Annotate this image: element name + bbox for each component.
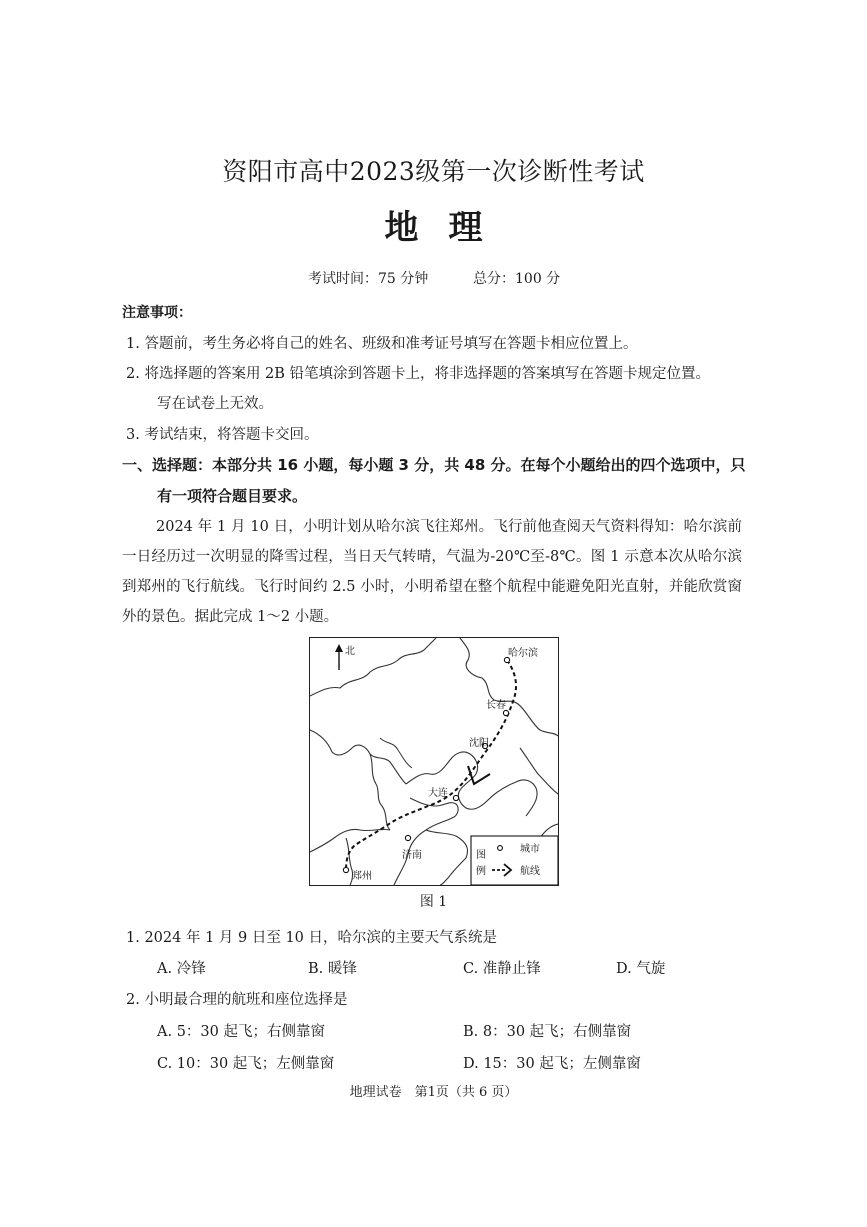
note-item-1: 1. 答题前，考生务必将自己的姓名、班级和准考证号填写在答题卡相应位置上。 <box>126 336 638 352</box>
exam-time: 考试时间：75 分钟 <box>308 271 429 287</box>
total-score: 总分：100 分 <box>473 271 561 287</box>
question-passage: 2024 年 1 月 10 日，小明计划从哈尔滨飞往郑州。飞行前他查阅天气资料得知：哈尔滨前一日经历过一次明显的降雪过程，当日天气转晴，气温为-20℃至-8℃。图 1 示意本次从哈尔滨到郑州的飞行航线。飞行时间约 2.5 小时，小明希望在整个航程中能避免阳光直射，并能欣赏窗外的景色。据此完成 1～2 小题。 <box>122 519 742 625</box>
question-2-stem: 2. 小明最合理的航班和座位选择是 <box>126 992 348 1008</box>
legend-city-label: 城市 <box>520 844 540 855</box>
shandong-coast <box>394 798 458 885</box>
province-border-2 <box>370 754 390 830</box>
q2-option-d[interactable]: D. 15：30 起飞；左侧靠窗 <box>463 1056 641 1072</box>
note-item-2: 2. 将选择题的答案用 2B 铅笔填涂到答题卡上，将非选择题的答案填写在答题卡规定位置。 <box>126 366 711 382</box>
province-border-1 <box>310 730 406 784</box>
route-map-svg <box>310 638 558 885</box>
border-line-north <box>310 638 436 696</box>
city-label-harbin: 哈尔滨 <box>508 648 538 659</box>
q1-option-d[interactable]: D. 气旋 <box>616 961 666 977</box>
city-label-changchun: 长春 <box>486 700 506 711</box>
city-marker-jinan <box>405 835 410 840</box>
legend-title-1: 图 <box>476 850 486 861</box>
legend-city-icon <box>498 846 503 851</box>
subject-title: 地理 <box>384 208 513 248</box>
note-item-2-cont: 写在试卷上无效。 <box>157 396 273 412</box>
q2-option-a[interactable]: A. 5：30 起飞；右侧靠窗 <box>157 1024 325 1040</box>
province-border-5 <box>380 738 412 768</box>
route-arrow-icon <box>468 766 490 784</box>
province-border-3 <box>310 829 390 852</box>
section-heading-line1: 一、选择题：本部分共 16 小题，每小题 3 分，共 48 分。在每个小题给出的四个选项中，只 <box>122 456 746 474</box>
figure-caption: 图 1 <box>419 894 448 910</box>
legend-route-label: 航线 <box>520 866 540 877</box>
route-map <box>309 637 559 886</box>
q2-option-b[interactable]: B. 8：30 起飞；右侧靠窗 <box>463 1024 632 1040</box>
page-footer: 地理试卷 第1页（共 6 页） <box>349 1085 518 1100</box>
note-item-3: 3. 考试结束，将答题卡交回。 <box>126 427 319 443</box>
city-label-dalian: 大连 <box>428 788 448 799</box>
shandong-peninsula <box>426 830 468 885</box>
border-line-east <box>520 748 558 794</box>
city-marker-dalian <box>453 795 458 800</box>
city-label-jinan: 济南 <box>402 850 422 861</box>
north-arrow-icon <box>335 644 343 652</box>
section-heading-line2: 有一项符合题目要求。 <box>157 487 308 505</box>
q1-option-a[interactable]: A. 冷锋 <box>157 961 206 977</box>
north-label: 北 <box>345 646 355 657</box>
q1-option-c[interactable]: C. 准静止锋 <box>463 961 541 977</box>
city-marker-zhengzhou <box>343 867 348 872</box>
question-1-stem: 1. 2024 年 1 月 9 日至 10 日，哈尔滨的主要天气系统是 <box>126 930 498 946</box>
notes-heading: 注意事项： <box>122 305 192 321</box>
city-label-shenyang: 沈阳 <box>469 738 489 749</box>
exam-title: 资阳市高中2023级第一次诊断性考试 <box>222 157 645 186</box>
legend-title-2: 例 <box>476 866 486 877</box>
city-label-zhengzhou: 郑州 <box>352 871 372 882</box>
q2-option-c[interactable]: C. 10：30 起飞；左侧靠窗 <box>157 1056 335 1072</box>
q1-option-b[interactable]: B. 暖锋 <box>308 961 357 977</box>
city-marker-changchun <box>503 710 508 715</box>
